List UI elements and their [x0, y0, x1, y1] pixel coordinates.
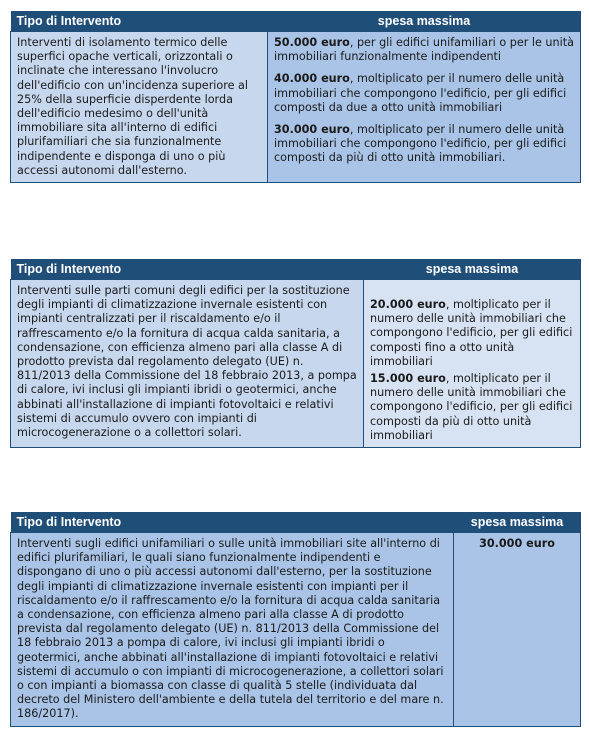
header-tipo-intervento: Tipo di Intervento [11, 11, 268, 32]
header-spesa-massima: spesa massima [364, 259, 581, 280]
limit-amount: 30.000 euro [479, 537, 555, 550]
limit-item [370, 372, 574, 443]
header-tipo-intervento: Tipo di Intervento [11, 512, 454, 533]
limit-item [274, 123, 574, 166]
limit-amount: 15.000 euro [370, 372, 446, 386]
limit-item [274, 36, 574, 64]
header-tipo-intervento: Tipo di Intervento [11, 259, 364, 280]
table-intervention-3 [10, 512, 581, 727]
limit-text: , moltiplicato per il numero delle unità immobiliari che compongono l'edificio, per gli edifici composti da due a otto unità immobiliari [274, 72, 567, 114]
limit-text: , moltiplicato per il numero delle unità immobiliari che compongono l'edificio, per gli edifici composti da più di otto unità immobiliari [370, 372, 573, 442]
limit-item [274, 72, 574, 115]
header-spesa-massima: spesa massima [268, 11, 581, 32]
table-intervention-1 [10, 11, 581, 183]
limit-amount: 40.000 euro [274, 72, 350, 86]
intervention-description: Interventi sulle parti comuni degli edifici per la sostituzione degli impianti di climatizzazione invernale esistenti con impianti centralizzati per il riscaldamento e/o il raffrescamento e/o la fornitura di acqua calda sanitaria, a condensazione, con efficienza almeno pari alla classe A di prodotto prevista dal regolamento delegato (UE) n. 811/2013 della Commissione del 18 febbraio 2013, a pompa di calore, ivi inclusi gli impianti ibridi o geotermici, anche abbinati all'installazione di impianti fotovoltaici e relativi sistemi di accumulo ovvero con impianti di microcogenerazione o a collettori solari. [11, 280, 364, 448]
limit-amount: 50.000 euro [274, 36, 350, 49]
intervention-description: Interventi di isolamento termico delle superfici opache verticali, orizzontali o inclinate che interessano l'involucro dell'edificio con un'incidenza superiore al 25% della superficie disperdente lorda dell'edificio medesimo o dell'unità immobiliare sita all'interno di edifici plurifamiliari che sia funzionalmente indipendente e disponga di uno o più accessi autonomi dall'esterno. [11, 32, 268, 183]
limit-text: , per gli edifici unifamiliari o per le unità immobiliari funzionalmente indipendenti [274, 36, 574, 64]
limit-text: , moltiplicato per il numero delle unità immobiliari che compongono l'edificio, per gli edifici composti fino a otto unità immobiliari [370, 298, 573, 368]
limit-item [370, 298, 574, 369]
spending-limits [268, 32, 581, 183]
spending-limits [364, 280, 581, 448]
limit-amount: 30.000 euro [274, 123, 350, 137]
spending-limits [454, 533, 581, 727]
limit-amount: 20.000 euro [370, 298, 446, 311]
table-intervention-2 [10, 259, 581, 448]
intervention-description: Interventi sugli edifici unifamiliari o sulle unità immobiliari site all'interno di edifici plurifamiliari, le quali siano funzionalmente indipendenti e dispongano di uno o più accessi autonomi dall'esterno, per la sostituzione degli impianti di climatizzazione invernale esistenti con impianti per il riscaldamento e/o il raffrescamento e/o la fornitura di acqua calda sanitaria a condensazione, con efficienza almeno pari alla classe A di prodotto prevista dal regolamento delegato (UE) n. 811/2013 della Commissione del 18 febbraio 2013 a pompa di calore, ivi inclusi gli impianti ibridi o geotermici, anche abbinati all'installazione di impianti fotovoltaici e relativi sistemi di accumulo o con impianti di microcogenerazione, a collettori solari o con impianti a biomassa con classe di qualità 5 stelle (individuata dal decreto del Ministero dell'ambiente e della tutela del territorio e del mare n. 186/2017). [11, 533, 454, 727]
header-spesa-massima: spesa massima [454, 512, 581, 533]
limit-text: , moltiplicato per il numero delle unità immobiliari che compongono l'edificio, per gli edifici composti da più di otto unità immobiliari. [274, 123, 567, 165]
